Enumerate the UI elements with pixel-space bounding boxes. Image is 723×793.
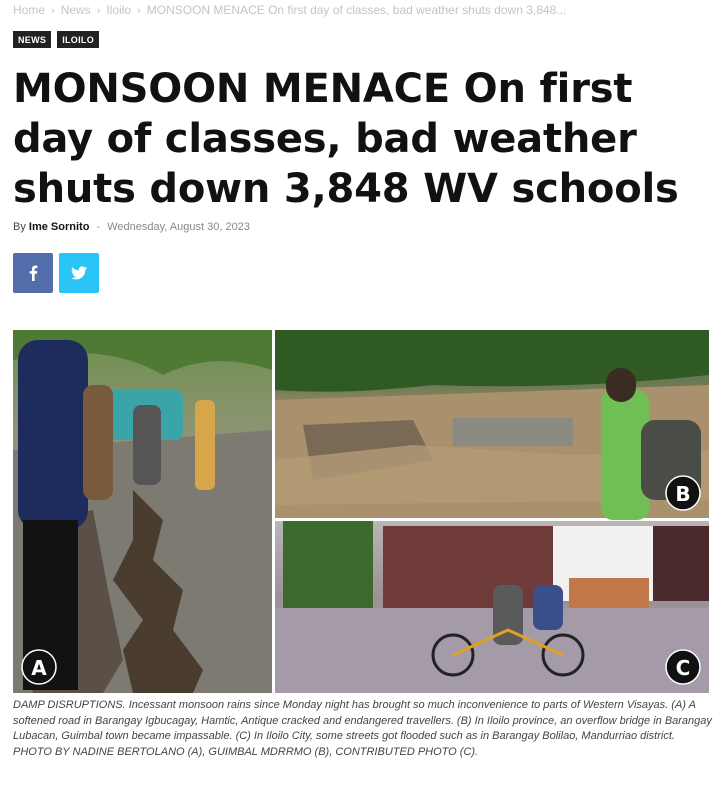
by-label: By bbox=[13, 221, 26, 233]
panel-letter-b: B bbox=[675, 482, 691, 506]
panel-letter-a: A bbox=[31, 656, 47, 680]
tag-iloilo[interactable]: ILOILO bbox=[57, 31, 99, 48]
twitter-icon bbox=[71, 266, 87, 280]
featured-photo bbox=[13, 330, 709, 693]
panel-label-a bbox=[22, 650, 56, 684]
category-tags bbox=[13, 31, 99, 48]
panel-label-b bbox=[666, 476, 700, 510]
tag-news[interactable]: NEWS bbox=[13, 31, 51, 48]
photo-panel-c bbox=[275, 521, 709, 693]
share-buttons bbox=[13, 253, 99, 293]
article-meta bbox=[13, 221, 250, 233]
breadcrumb bbox=[13, 3, 566, 17]
publish-date: Wednesday, August 30, 2023 bbox=[107, 221, 250, 233]
breadcrumb-iloilo[interactable]: Iloilo bbox=[106, 3, 132, 17]
breadcrumb-separator: › bbox=[137, 5, 141, 17]
facebook-icon bbox=[26, 265, 40, 281]
panel-label-c bbox=[666, 650, 700, 684]
breadcrumb-separator: › bbox=[96, 5, 101, 17]
breadcrumb-news[interactable]: News bbox=[60, 3, 91, 17]
article-title: MONSOON MENACE On first day of classes, bad weather shuts down 3,848 WV schools bbox=[13, 66, 679, 212]
photo-caption: DAMP DISRUPTIONS. Incessant monsoon rains since Monday night has brought so much inconvenience to parts of Western Visayas. (A) A softened road in Barangay Igbucagay, Hamtic, Antique cracked and endangered travellers. (B) In Iloilo province, an overflow bridge in Barangay Lubacan, Guimbal town became impassable. (C) In Iloilo City, some streets got flooded such as in Barangay Bolilao, Mandurriao district. PHOTO BY NADINE BERTOLANO (A), GUIMBAL MDRRMO (B), CONTRIBUTED PHOTO (C). bbox=[13, 699, 712, 758]
photo-panel-a bbox=[13, 330, 272, 693]
author-link[interactable]: Ime Sornito bbox=[28, 221, 90, 233]
twitter-share-button[interactable] bbox=[59, 253, 99, 293]
breadcrumb-separator: › bbox=[51, 5, 55, 17]
photo-collage bbox=[13, 330, 709, 693]
facebook-share-button[interactable] bbox=[13, 253, 53, 293]
panel-letter-c: C bbox=[675, 656, 691, 680]
breadcrumb-home[interactable]: Home bbox=[13, 3, 46, 17]
photo-panel-b bbox=[275, 330, 709, 520]
meta-separator: - bbox=[96, 221, 101, 233]
breadcrumb-current: MONSOON MENACE On first day of classes, bad weather shuts down 3,848... bbox=[146, 3, 567, 17]
